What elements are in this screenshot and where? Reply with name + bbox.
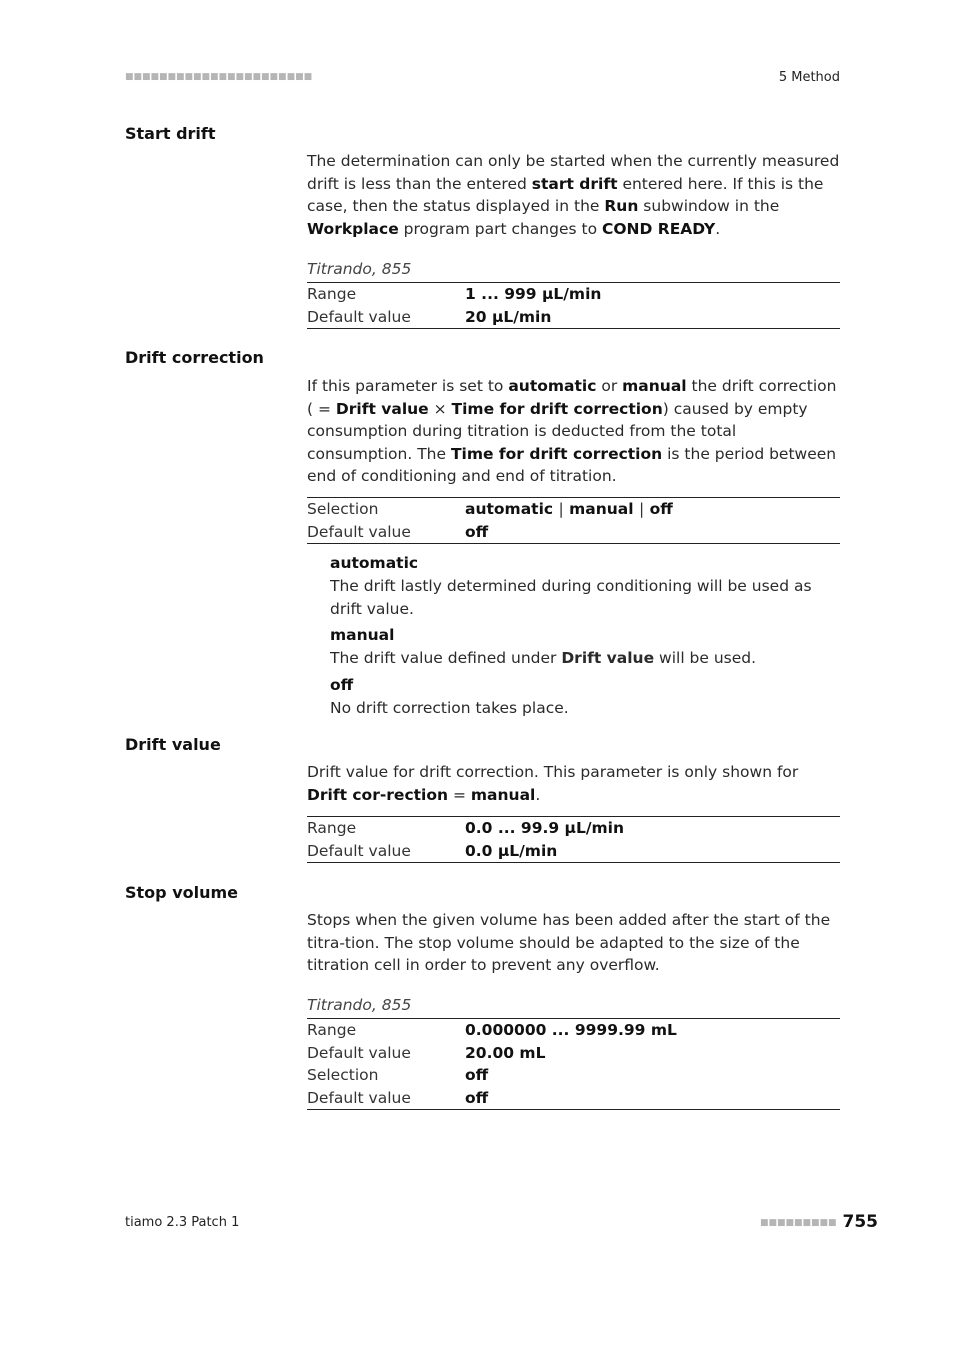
chapter-label: 5 Method <box>778 70 840 85</box>
table-row <box>307 498 840 521</box>
drift-value-description: Drift value for drift correction. This parameter is only shown for Drift cor-rection = manual. <box>307 763 799 804</box>
table-row <box>307 1042 840 1065</box>
start-drift-description: The determination can only be started when the currently measured drift is less than the entered start drift entered here. If this is the case, then the status displayed in the Run subwindow in the Workplace program part changes to COND READY. <box>307 152 840 238</box>
selection-option: automatic <box>465 500 554 518</box>
param-value: 0.0 µL/min <box>465 841 558 860</box>
table-rule <box>307 1109 840 1110</box>
param-key: Range <box>307 1021 357 1039</box>
param-key: Selection <box>307 1066 379 1084</box>
emphasis-term: automatic <box>508 377 597 395</box>
table-row <box>307 306 840 329</box>
footer-decoration: ■■■■■■■■■ <box>759 1218 837 1228</box>
emphasis-term: manual <box>622 377 687 395</box>
emphasis-term: start drift <box>531 174 618 193</box>
selection-separator: | <box>638 500 645 518</box>
option-desc-automatic: The drift lastly determined during conditioning will be used as drift value. <box>330 577 812 618</box>
emphasis-term: Workplace <box>307 219 399 238</box>
emphasis-term: Time for drift correction <box>450 444 663 463</box>
param-value: off <box>465 1066 489 1084</box>
table-row <box>307 283 840 306</box>
section-title-start-drift: Start drift <box>125 124 216 143</box>
emphasis-term: Drift cor-rection <box>307 785 449 804</box>
page-number: 755 <box>842 1212 878 1232</box>
param-key: Default value <box>307 522 411 541</box>
param-value: off <box>465 522 489 541</box>
stop-volume-device-caption: Titrando, 855 <box>307 996 412 1014</box>
section-title-drift-value: Drift value <box>125 735 221 754</box>
emphasis-term: COND READY <box>601 219 716 238</box>
stop-volume-parameter-table <box>307 1019 840 1109</box>
option-name-automatic: automatic <box>330 554 419 572</box>
param-key: Range <box>307 819 357 837</box>
selection-separator: | <box>558 500 564 518</box>
drift-correction-parameter-table <box>307 498 840 543</box>
param-key: Default value <box>307 1088 411 1107</box>
drift-correction-description: If this parameter is set to automatic or manual the drift correction ( = Drift value × Time for drift correction) caused by empty consumption during titration is deducted from the total consumption. The Time for drift correction is the period between end of conditioning and end of titration. <box>307 377 837 485</box>
selection-option: manual <box>569 500 634 518</box>
option-desc-off: No drift correction takes place. <box>330 699 569 717</box>
section-title-drift-correction: Drift correction <box>125 348 264 367</box>
param-key: Selection <box>307 500 379 518</box>
emphasis-term: Drift value <box>335 399 429 418</box>
param-key: Range <box>307 285 357 303</box>
start-drift-device-caption: Titrando, 855 <box>307 260 412 278</box>
table-row <box>307 840 840 863</box>
param-key: Default value <box>307 841 411 860</box>
param-value: off <box>465 1088 489 1107</box>
param-value <box>465 498 840 521</box>
option-name-manual: manual <box>330 626 395 644</box>
start-drift-parameter-table <box>307 283 840 328</box>
table-row <box>307 521 840 544</box>
param-key: Default value <box>307 307 411 326</box>
emphasis-term: Time for drift correction <box>451 399 663 418</box>
header-decoration: ■■■■■■■■■■■■■■■■■■■■■■ <box>125 72 313 82</box>
stop-volume-description: Stops when the given volume has been added after the start of the titra-tion. The stop volume should be adapted to the size of the titration cell in order to prevent any overflow. <box>307 911 831 974</box>
param-value: 20 µL/min <box>465 307 552 326</box>
drift-value-parameter-table <box>307 817 840 862</box>
option-name-off: off <box>330 676 354 694</box>
table-rule <box>307 543 840 544</box>
selection-option: off <box>649 500 673 518</box>
param-value: 0.000000 ... 9999.99 mL <box>465 1021 677 1039</box>
product-version: tiamo 2.3 Patch 1 <box>125 1215 240 1230</box>
table-row <box>307 817 840 840</box>
table-rule <box>307 862 840 863</box>
section-title-stop-volume: Stop volume <box>125 883 239 902</box>
param-value: 0.0 ... 99.9 µL/min <box>465 819 624 837</box>
table-rule <box>307 328 840 329</box>
emphasis-term: manual <box>470 785 536 804</box>
emphasis-term: Drift value <box>561 649 655 667</box>
emphasis-term: Run <box>604 197 639 215</box>
option-desc-manual: The drift value defined under Drift value will be used. <box>330 649 757 667</box>
param-value: 1 ... 999 µL/min <box>465 285 602 303</box>
table-row <box>307 1087 840 1110</box>
table-row <box>307 1064 840 1087</box>
param-key: Default value <box>307 1043 411 1062</box>
table-row <box>307 1019 840 1042</box>
param-value: 20.00 mL <box>465 1043 546 1062</box>
